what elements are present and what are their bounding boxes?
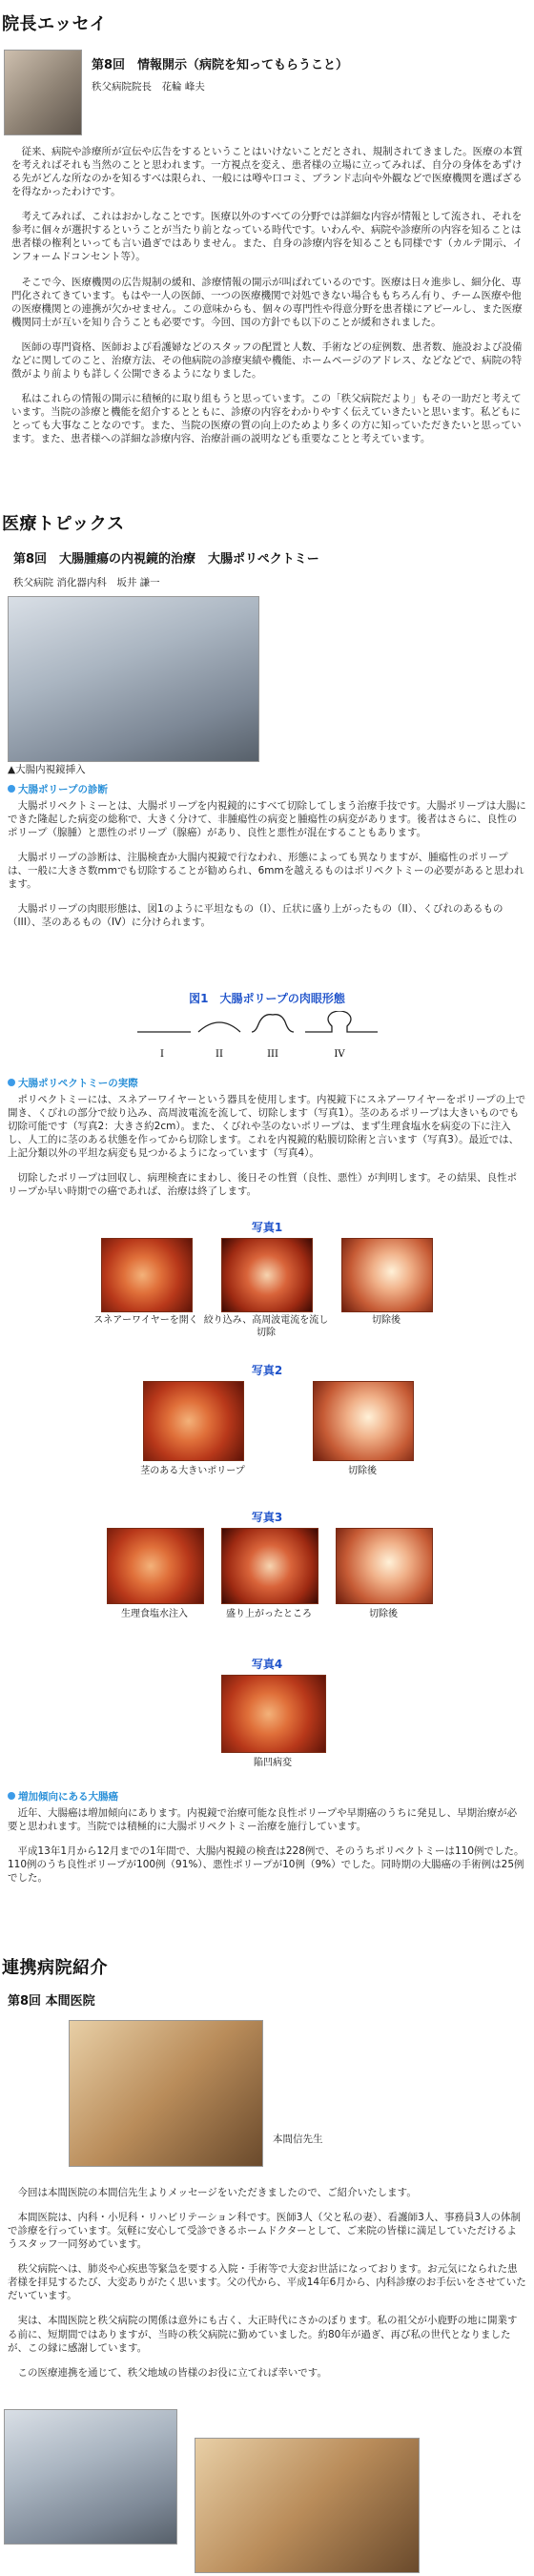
- bullet-icon: [8, 1792, 15, 1800]
- photo-caption: 茎のある大きいポリープ: [140, 1466, 245, 1476]
- polyp-type-label: IV: [334, 1049, 345, 1060]
- clinic-staff-photo: [4, 2409, 177, 2545]
- partner-paragraph: この医療連携を通じて、秩父地域の皆様のお役に立てれば幸いです。: [17, 2366, 327, 2379]
- polyp-type-label: I: [160, 1049, 164, 1060]
- essay-paragraph: そこで今、医療機関の広告規制の緩和、診療情報の開示が叫ばれているのです。医療は日々進歩し、細分化、専門化されてきています。もはや一人の医師、一つの医療機関で対処できない場合ももちろん有り、チーム医療や他の医療機関との連携が欠かせません。この意味からも、個々の専門性や得意分野を患者様にアピールし、また医療機関同士が互いを知り合うことも必要です。今回、国の方針でも以下のことが緩和されました。: [11, 276, 523, 328]
- figure1-title: 図1 大腸ポリープの肉眼形態: [189, 992, 345, 1005]
- photo-caption: 切除後: [372, 1315, 400, 1326]
- diagnosis-paragraph: 大腸ポリペクトミーとは、大腸ポリープを内視鏡的にすべて切除してしまう治療手技です。大腸ポリープは大腸にできた隆起した病変の総称で、大きく分けて、非腫瘍性の病変と腫瘍性の病変があります。後者はさらに、良性のポリープ（腺腫）と悪性のポリープ（腺癌）があり、良性と悪性が混在することもあります。: [8, 800, 526, 839]
- essay-body: [11, 145, 526, 457]
- photo-set-2-title: 写真2: [251, 1364, 283, 1377]
- photo-caption: 生理食塩水注入: [121, 1609, 188, 1619]
- increase-paragraph: 近年、大腸癌は増加傾向にあります。内視鏡で治療可能な良性ポリープや早期癌のうちに発見し、早期治療が必要と思われます。当院では積極的に大腸ポリペクトミー治療を施行しています。: [8, 1807, 518, 1833]
- polyp-type-label: III: [267, 1049, 278, 1060]
- partner-paragraph: 本間医院は、内科・小児科・リハビリテーション科です。医師3人（父と私の妻）、看護師3人、事務員3人の体制で診療を行っています。気軽に安心して受診できるホームドクターとして、ご来院の皆様に満足していただけるようスタッフ一同努めています。: [8, 2212, 522, 2251]
- essay-paragraph: 考えてみれば、これはおかしなことです。医療以外のすべての分野では詳細な内容が情報として流され、それを参考に個々が選択するということが当たり前となっている時代です。いわんや、病院や診療所の内容を知ることは患者様の権利といっても言い過ぎではありません。また、自身の診療内容を知ることも同様です（カルテ開示、インフォームドコンセント等）。: [11, 211, 524, 263]
- polypectomy-paragraph: ポリペクトミーには、スネアーワイヤーという器具を使用します。内視鏡下にスネアーワイヤーをポリープの上で開き、くびれの部分で絞り込み、高周波電流を流して、切除します（写真1）。茎のあるポリープは大きいものでも切除可能です（写真2：大きさ約2cm）。また、くびれや茎のないポリープは、まず生理食塩水を病変の下に注入し、人工的に茎のある状態を作ってから切除します。これを内視鏡的粘膜切除術と言います（写真3）。最近では、上記分類以外の平坦な病変も見つかるようになっています（写真4）。: [8, 1094, 526, 1160]
- endoscopy-image: [341, 1238, 433, 1312]
- photo-set-1-title: 写真1: [251, 1221, 283, 1234]
- partner-title: 第8回 本間医院: [8, 1994, 95, 2009]
- polypectomy-heading-text: 大腸ポリペクトミーの実際: [18, 1078, 138, 1089]
- increase-paragraph: 平成13年1月から12月までの1年間で、大腸内視鏡の検査は228例で、そのうちポリペクトミーは110例でした。110例のうち良性ポリープが100例（91%）、悪性ポリープが10例（9%）でした。同時期の大腸癌の手術例は25例でした。: [8, 1845, 524, 1885]
- polyp-type-2-shape: [198, 1022, 240, 1032]
- partner-paragraph: 実は、本間医院と秩父病院の関係は意外にも古く、大正時代にさかのぼります。私の祖父が小鹿野の地に開業する前に、短期間ではありますが、当時の秩父病院に勤めていました。約80年が過ぎ、再び私の世代となりましたが、この縁に感謝しています。: [8, 2315, 518, 2354]
- essay-author: 秩父病院院長 花輪 峰夫: [92, 81, 205, 93]
- endoscope-photo-caption: ▲大腸内視鏡挿入: [8, 764, 86, 775]
- polypectomy-body: [8, 1093, 526, 1209]
- diagnosis-heading: [8, 784, 108, 797]
- photo-caption: 盛り上がったところ: [226, 1609, 312, 1619]
- topics-author: 秩父病院 消化器内科 坂井 謙一: [13, 577, 160, 588]
- endoscope-photo: [8, 596, 259, 762]
- endoscopy-image: [143, 1381, 244, 1461]
- photo-caption: 切除後: [348, 1466, 377, 1476]
- partner-paragraph: 今回は本間医院の本間信先生よりメッセージをいただきましたので、ご紹介いたします。: [17, 2187, 417, 2198]
- bullet-icon: [8, 1079, 15, 1086]
- essay-section-title: 院長エッセイ: [2, 14, 108, 34]
- polyp-type-4-shape: [305, 1011, 378, 1032]
- endoscopy-image: [221, 1675, 326, 1753]
- photo-set-4-title: 写真4: [251, 1658, 283, 1671]
- partner-section-title: 連携病院紹介: [2, 1958, 108, 1978]
- diagnosis-paragraph: 大腸ポリープの診断は、注腸検査か大腸内視鏡で行なわれ、形態によっても異なりますが、腫瘍性のポリープは、一般に大きさ数mmでも切除することが勧められ、6mmを越えるものはポリペクトミーの必要があると思われます。: [8, 852, 524, 891]
- director-portrait: [4, 50, 82, 135]
- bullet-icon: [8, 785, 15, 793]
- diagnosis-heading-text: 大腸ポリープの診断: [18, 784, 108, 795]
- essay-title: 第8回 情報開示（病院を知ってもらうこと）: [92, 58, 349, 72]
- endoscopy-image: [107, 1528, 204, 1604]
- photo-caption: 陥凹病変: [254, 1758, 292, 1768]
- partner-body: [8, 2186, 526, 2391]
- photo-caption: 絞り込み、高周波電流を流し切除: [203, 1315, 329, 1339]
- increase-heading-text: 増加傾向にある大腸癌: [18, 1791, 118, 1803]
- photo-caption: スネアーワイヤーを開く: [93, 1315, 198, 1326]
- essay-paragraph: 私はこれらの情報の開示に積極的に取り組もうと思っています。この「秩父病院だより」もその一助だと考えています。当院の診療と機能を紹介するとともに、診療の内容をわかりやすく伝えていきたいと思います。私どもにとっても大事なことなのです。また、当院の医療の質の向上のためより多くの方に知っていただきたいと思っています。また、患者様への詳細な診療内容、治療計画の説明なども重要なことと考えています。: [11, 392, 522, 445]
- increase-body: [8, 1806, 526, 1896]
- increase-heading: [8, 1791, 118, 1804]
- endoscopy-image: [101, 1238, 193, 1312]
- doctor-portrait: [69, 2020, 263, 2167]
- endoscopy-image: [221, 1238, 313, 1312]
- doctor-photo-caption: 本間信先生: [273, 2133, 323, 2145]
- diagnosis-body: [8, 799, 526, 941]
- endoscopy-image: [313, 1381, 414, 1461]
- photo-set-3-title: 写真3: [251, 1511, 283, 1524]
- polypectomy-paragraph: 切除したポリープは回収し、病理検査にまわし、後日その性質（良性、悪性）が判明します。その結果、良性ポリープか早い時期での癌であれば、治療は終了します。: [8, 1172, 518, 1198]
- topics-section-title: 医療トピックス: [2, 514, 125, 534]
- photo-caption: 切除後: [369, 1609, 398, 1619]
- polyp-type-label: II: [216, 1049, 223, 1060]
- polyp-shape-diagram: [134, 1011, 400, 1064]
- topics-title: 第8回 大腸腫瘍の内視鏡的治療 大腸ポリペクトミー: [13, 552, 319, 567]
- polyp-type-3-shape: [252, 1015, 294, 1032]
- endoscopy-image: [336, 1528, 433, 1604]
- essay-paragraph: 従来、病院や診療所が宣伝や広告をするということはいけないことだとされ、規制されてきました。医療の本質を考えればそれも当然のことと思われます。一方視点を変え、患者様の立場に立ってみれば、自分の身体をあずける先がどんな所なのかを知るすべは限られ、一般には噂や口コミ、ブランド志向や外観などで医療機関を選ばざるを得なかったわけです。: [11, 146, 524, 198]
- partner-paragraph: 秩父病院へは、肺炎や心疾患等緊急を要する入院・手術等で大変お世話になっております。お元気になられた患者様を拝見するたび、大変ありがたく思います。父の代から、平成14年6月から、内科診療のお手伝いをさせていただいています。: [8, 2263, 526, 2302]
- consultation-photo: [195, 2438, 420, 2573]
- polypectomy-heading: [8, 1078, 138, 1091]
- diagnosis-paragraph: 大腸ポリープの肉眼形態は、図1のように平坦なもの（I）、丘状に盛り上がったもの（II）、くびれのあるもの（III）、茎のあるもの（IV）に分けられます。: [8, 903, 503, 929]
- endoscopy-image: [221, 1528, 318, 1604]
- essay-paragraph: 医師の専門資格、医師および看護婦などのスタッフの配置と人数、手術などの症例数、患者数、施設および設備などに関してのこと、治療方法、その他病院の診療実績や機能、ホームページのアドレス、などなどで、病院の特徴がより前よりも詳しく公開できるようになりました。: [11, 340, 523, 380]
